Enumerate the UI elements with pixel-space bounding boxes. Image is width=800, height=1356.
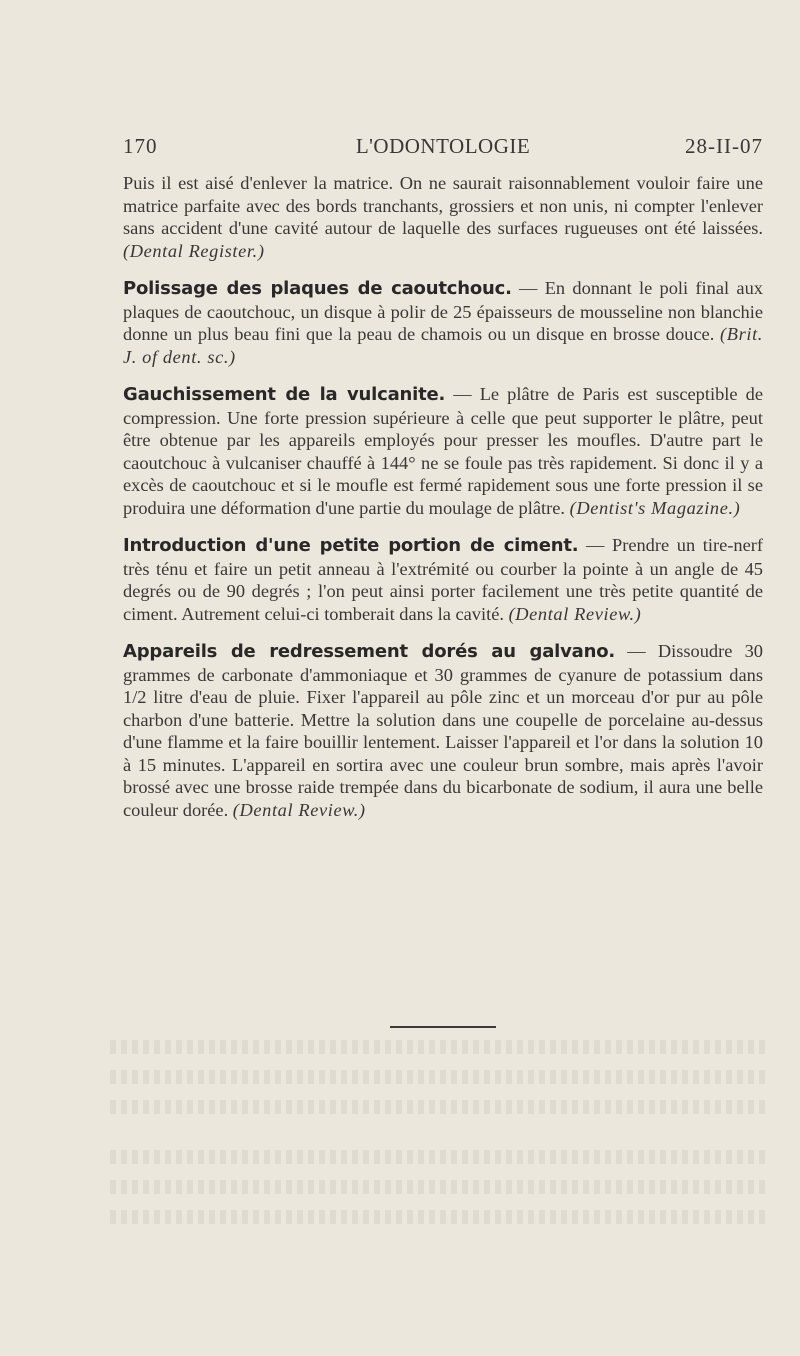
article-text: En donnant le poli final aux plaques de caoutchouc, un disque à polir de 25 épaisseurs de mousseline non blanchie donne un plus beau fini que la peau de chamois ou un disque en brosse douce. <box>123 278 763 344</box>
article-source: (Brit. J. of dent. sc.) <box>123 324 763 367</box>
intro-source: (Dental Register.) <box>123 240 265 261</box>
article-text: Prendre un tire-nerf très ténu et faire un petit anneau à l'extrémité ou courber la pointe à un angle de 45 degrés ou de 90 degrés ; l'on peut ainsi porter facilement une très petite quantité de ciment. Autrement celui-ci tomberait dans la cavité. <box>123 535 763 624</box>
section-divider <box>390 1026 496 1028</box>
article-heading: Polissage des plaques de caoutchouc. <box>123 278 512 299</box>
heading-dash: — <box>511 278 545 298</box>
show-through-line <box>110 1040 770 1054</box>
article-introduction <box>123 534 763 625</box>
article-heading: Gauchissement de la vulcanite. <box>123 384 446 405</box>
show-through-line <box>110 1100 770 1114</box>
article-heading: Introduction d'une petite portion de ciment. <box>123 535 579 556</box>
intro-text: Puis il est aisé d'enlever la matrice. On ne saurait raisonnablement vouloir faire une matrice parfaite avec des bords tranchants, grossiers et non unis, ni compter l'enlever sans accident d'une cavité autour de laquelle des surfaces rugueuses ont été laissées. <box>123 173 763 238</box>
article-source: (Dental Review.) <box>232 799 366 820</box>
heading-dash: — <box>615 641 658 661</box>
journal-title: L'ODONTOLOGIE <box>355 134 531 158</box>
show-through-line <box>110 1180 770 1194</box>
article-appareils <box>123 640 763 821</box>
article-source: (Dental Review.) <box>508 603 642 624</box>
article-text: Le plâtre de Paris est susceptible de compression. Une forte pression supérieure à celle que peut supporter le plâtre, peut être obtenue par les appareils employés pour presser les moufles. D'autre part le caoutchouc à vulcaniser chauffé à 144° ne se foule pas très rapidement. Si donc il y a excès de caoutchouc et si le moufle est fermé rapidement sous une forte pression il se produira une déformation d'une partie du moulage de plâtre. <box>123 384 763 518</box>
show-through-line <box>110 1070 770 1084</box>
show-through-line <box>110 1150 770 1164</box>
heading-dash: — <box>445 384 480 404</box>
running-header <box>123 134 763 162</box>
article-gauchissement <box>123 383 763 519</box>
article-body <box>123 172 763 821</box>
heading-dash: — <box>578 535 612 555</box>
article-polissage <box>123 277 763 368</box>
show-through-line <box>110 1210 770 1224</box>
issue-date: 28-II-07 <box>685 134 763 158</box>
article-heading: Appareils de redressement dorés au galvano. <box>123 641 616 662</box>
article-source: (Dentist's Magazine.) <box>569 497 741 518</box>
intro-paragraph <box>123 172 763 262</box>
page-number: 170 <box>123 134 158 158</box>
article-text: Dissoudre 30 grammes de carbonate d'ammoniaque et 30 grammes de cyanure de potassium dans 1/2 litre d'eau de pluie. Fixer l'appareil au pôle zinc et un morceau d'or pur au pôle charbon d'une batterie. Mettre la solution dans une coupelle de porcelaine au-dessus d'une flamme et la faire bouillir lentement. Laisser l'appareil et l'or dans la solution 10 à 15 minutes. L'appareil en sortira avec une couleur brun sombre, mais après l'avoir brossé avec une brosse raide trempée dans du bicarbonate de sodium, il aura une belle couleur dorée. <box>123 641 763 820</box>
